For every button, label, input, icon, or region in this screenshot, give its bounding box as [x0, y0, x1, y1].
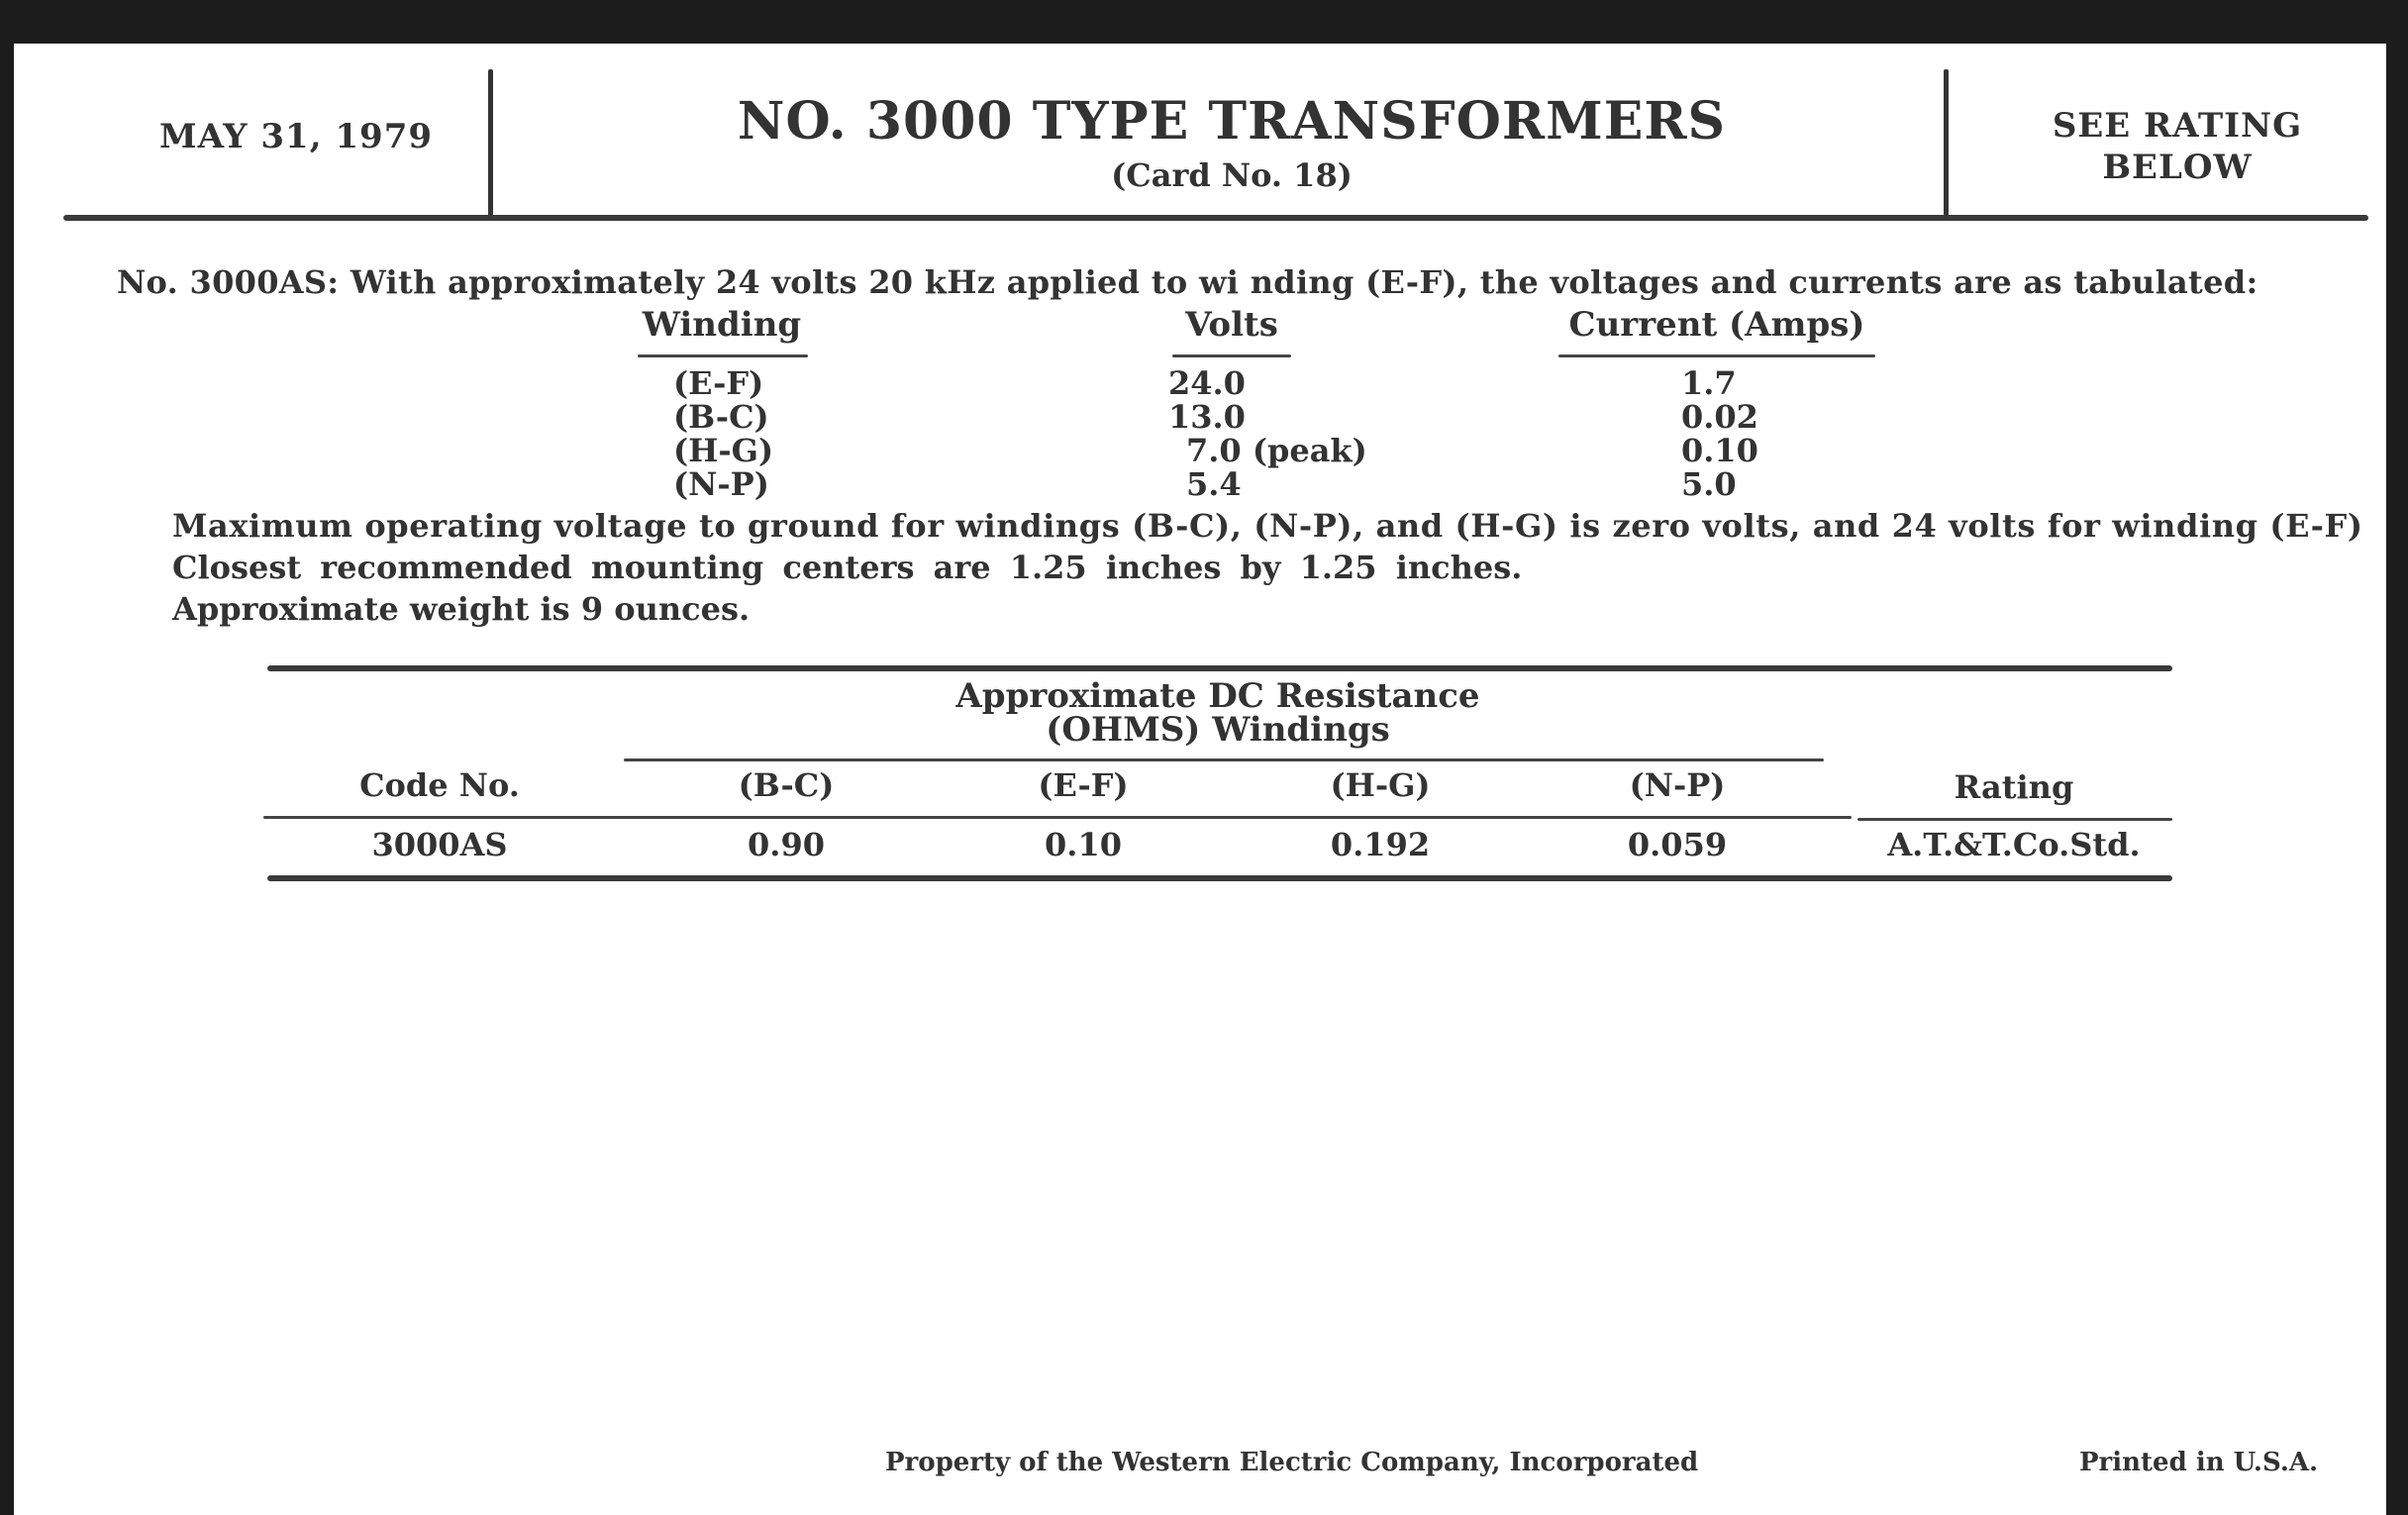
rating-header-rule: [1857, 818, 2172, 821]
code-header: Code No.: [359, 766, 520, 804]
resistance-table-bottom-rule: [267, 875, 2172, 881]
resistance-group-rule: [624, 758, 1824, 761]
resistance-group-header-line1: Approximate DC Resistance: [955, 676, 1480, 716]
current-column: [1681, 366, 1758, 501]
note-mounting-centers: Closest recommended mounting centers are 1.25 inches by 1.25 inches.: [172, 549, 1523, 586]
rating-note-line2: BELOW: [2102, 148, 2253, 187]
winding-header: Winding: [642, 305, 802, 345]
rating-header: Rating: [1954, 768, 2074, 806]
winding-cell: (H-G): [673, 432, 774, 469]
volts-cell: 24.0: [1168, 364, 1246, 402]
bc-cell: 0.90: [748, 826, 825, 863]
card-number: (Card No. 18): [1111, 156, 1353, 194]
volts-cell: 5.4: [1186, 465, 1242, 503]
winding-header-rule: [638, 354, 808, 357]
current-cell: 1.7: [1681, 364, 1737, 402]
page-title: NO. 3000 TYPE TRANSFORMERS: [737, 91, 1727, 152]
resistance-table-top-rule: [267, 665, 2172, 671]
winding-cell: (E-F): [673, 364, 764, 402]
hg-cell: 0.192: [1330, 826, 1431, 863]
ef-cell: 0.10: [1045, 826, 1122, 863]
volts-header-rule: [1172, 354, 1291, 357]
resistance-group-header: [624, 676, 1812, 750]
footer-printed: Printed in U.S.A.: [2079, 1448, 2319, 1477]
footer-property: Property of the Western Electric Company, Incorporated: [885, 1448, 1699, 1477]
winding-cell: (B-C): [673, 398, 769, 436]
header-rule: [63, 215, 2368, 221]
rating-note: [1955, 105, 2400, 188]
resistance-header-rule: [263, 816, 1852, 819]
resistance-group-header-line2: (OHMS) Windings: [1046, 710, 1390, 750]
current-cell: 0.02: [1681, 398, 1758, 436]
rating-note-line1: SEE RATING: [2052, 106, 2303, 146]
volts-header: Volts: [1185, 305, 1278, 345]
current-header-rule: [1558, 354, 1875, 357]
ef-header: (E-F): [1038, 766, 1129, 804]
bc-header: (B-C): [738, 766, 835, 804]
winding-cell: (N-P): [673, 465, 769, 503]
current-header: Current (Amps): [1568, 305, 1865, 345]
spec-card: [14, 44, 2386, 1515]
volts-cell: 13.0: [1168, 398, 1246, 436]
volts-column: [1168, 366, 1367, 501]
current-cell: 5.0: [1681, 465, 1737, 503]
rating-cell: A.T.&T.Co.Std.: [1887, 826, 2141, 863]
np-header: (N-P): [1629, 766, 1726, 804]
header-divider-right: [1944, 69, 1949, 216]
winding-column: [673, 366, 773, 501]
card-date: MAY 31, 1979: [158, 117, 434, 156]
code-cell: 3000AS: [371, 826, 508, 863]
current-cell: 0.10: [1681, 432, 1758, 469]
intro-text: No. 3000AS: With approximately 24 volts 20 kHz applied to wi nding (E-F), the voltages and currents are as tabulated:: [117, 263, 2258, 301]
note-weight: Approximate weight is 9 ounces.: [172, 590, 751, 628]
volts-cell: 7.0 (peak): [1186, 432, 1367, 469]
hg-header: (H-G): [1330, 766, 1431, 804]
np-cell: 0.059: [1627, 826, 1728, 863]
note-max-voltage: Maximum operating voltage to ground for windings (B-C), (N-P), and (H-G) is zero volts, and 24 volts for winding (E-F): [172, 507, 2363, 545]
notes: [172, 505, 2363, 630]
